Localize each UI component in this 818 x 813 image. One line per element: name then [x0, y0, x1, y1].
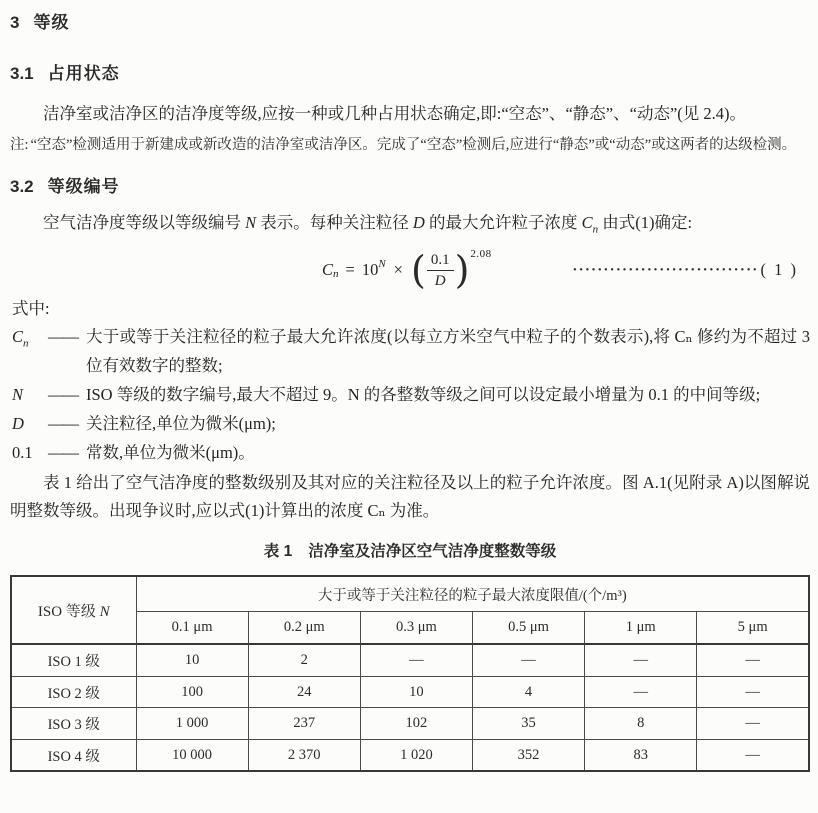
row-label: ISO 2 级: [11, 676, 136, 708]
table-1-caption: [10, 539, 810, 561]
occupancy-paragraph: 洁净室或洁净区的洁净度等级,应按一种或几种占用状态确定,即:“空态”、“静态”、“动态”(见 2.4)。: [43, 104, 747, 123]
definition-text: ISO 等级的数字编号,最大不超过 9。N 的各整数等级之间可以设定最小增量为 0.1 的中间等级;: [86, 385, 761, 405]
fraction: $\frac{0.1}{D}$: [427, 251, 454, 290]
table-intro-paragraph: 表 1 给出了空气洁净度的整数级别及其对应的关注粒径及以上的粒子允许浓度。图 A.1(见附录 A)以图解说明整数等级。出现争议时,应以式(1)计算出的浓度 Cₙ 为准。: [10, 473, 810, 521]
cell-value: 35: [472, 708, 584, 740]
cell-value: 24: [248, 676, 360, 708]
definition-symbol: D: [12, 414, 24, 434]
cell-value: —: [697, 739, 809, 771]
row-label: ISO 1 级: [11, 644, 136, 676]
cell-value: —: [472, 644, 584, 676]
header-concentration-limits: 大于或等于关注粒径的粒子最大浓度限值/(个/m³): [136, 576, 809, 612]
cell-value: 1 000: [136, 708, 248, 740]
cell-value: 237: [248, 708, 360, 740]
section-3-heading: [10, 8, 810, 33]
equation-1-expression: C n = 10 N × ( $\frac{0.1}{D}$ ) 2.08: [322, 248, 492, 293]
table-row-iso-4: [11, 739, 809, 771]
symbol-N: N: [245, 213, 257, 232]
cell-value: 2: [248, 644, 360, 676]
equation-1: [10, 247, 810, 293]
definition-dash: ——: [48, 385, 77, 405]
symbol-D: D: [412, 213, 425, 232]
section-3-2-heading: [10, 172, 810, 197]
cell-value: —: [697, 676, 809, 708]
section-3-1-title: 占用状态: [47, 64, 120, 83]
section-3-2-number: 3.2: [10, 177, 34, 196]
definition-symbol: $C_n$: [12, 327, 29, 350]
table-row-iso-3: [11, 708, 809, 740]
note-text: “空态”检测适用于新建成或新改造的洁净室或洁净区。完成了“空态”检测后,应进行“静态”或“动态”或这两者的达级检测。: [30, 137, 797, 153]
header-size-0-3um: 0.3 μm: [360, 612, 472, 645]
definition-dash: ——: [48, 327, 77, 347]
section-3-title: 等级: [33, 13, 70, 32]
definition-dash: ——: [48, 443, 77, 463]
cell-value: 102: [360, 708, 472, 740]
where-label: 式中:: [12, 299, 50, 319]
row-label: ISO 4 级: [11, 739, 136, 771]
cell-value: 8: [585, 708, 697, 740]
equals-sign: =: [345, 260, 355, 280]
cell-value: 10: [360, 676, 472, 708]
cell-value: —: [697, 708, 809, 740]
cell-value: 10 000: [136, 739, 248, 771]
cell-value: 352: [472, 739, 584, 771]
cell-value: 2 370: [248, 739, 360, 771]
definition-D: [10, 409, 810, 438]
iso-cleanliness-class-table: [10, 575, 810, 772]
section-3-1-number: 3.1: [10, 64, 34, 83]
paragraph-text: 由式(1)确定:: [598, 213, 693, 232]
row-label: ISO 3 级: [11, 708, 136, 740]
cell-value: —: [697, 644, 809, 676]
section-3-1-heading: [10, 59, 810, 84]
dotted-leader: ······························: [572, 261, 759, 278]
paragraph-text: 的最大允许粒子浓度: [424, 213, 582, 232]
definition-0-1: [10, 438, 810, 467]
header-iso-class: ISO 等级 N: [11, 576, 136, 644]
definition-symbol: N: [12, 385, 24, 405]
note-block: [10, 131, 810, 160]
definition-symbol: 0.1: [12, 443, 33, 463]
paragraph-text: 表示。每种关注粒径: [256, 213, 413, 232]
symbol-Cn: $C_n$: [581, 213, 599, 236]
definition-dash: ——: [48, 414, 77, 434]
cell-value: 100: [136, 676, 248, 708]
cell-value: 10: [136, 644, 248, 676]
equation-number: ( 1 ): [760, 260, 798, 280]
cell-value: —: [585, 676, 697, 708]
paragraph-text: 空气洁净度等级以等级编号: [43, 213, 246, 232]
table-row-iso-1: [11, 644, 809, 676]
header-size-0-5um: 0.5 μm: [472, 612, 584, 645]
formula-lhs: C: [322, 260, 334, 280]
cell-value: —: [360, 644, 472, 676]
left-paren: (: [410, 248, 426, 293]
multiply-sign: ×: [393, 260, 403, 280]
table-caption-title: 洁净室及洁净区空气洁净度整数等级: [308, 543, 557, 561]
header-size-5um: 5 μm: [697, 612, 809, 645]
formula-exponent: 2.08: [470, 248, 492, 261]
definition-N: [10, 380, 810, 409]
formula-base: 10: [361, 260, 379, 280]
section-3-2-title: 等级编号: [47, 177, 120, 196]
header-size-1um: 1 μm: [585, 612, 697, 645]
table-row-iso-2: [11, 676, 809, 708]
definition-text: 大于或等于关注粒径的粒子最大允许浓度(以每立方米空气中粒子的个数表示),将 Cₙ 修约为不超过 3 位有效数字的整数;: [86, 327, 810, 376]
header-size-0-2um: 0.2 μm: [248, 612, 360, 645]
cell-value: —: [585, 644, 697, 676]
cell-value: 4: [472, 676, 584, 708]
table-caption-label: 表 1: [263, 543, 293, 561]
definition-text: 关注粒径,单位为微米(μm);: [86, 414, 276, 434]
section-3-number: 3: [10, 13, 20, 32]
header-size-0-1um: 0.1 μm: [136, 612, 248, 645]
definition-Cn: [10, 322, 810, 380]
class-number-paragraph: [10, 209, 810, 243]
definition-text: 常数,单位为微米(μm)。: [86, 443, 255, 463]
cell-value: 1 020: [360, 739, 472, 771]
cell-value: 83: [585, 739, 697, 771]
right-paren: ): [454, 248, 470, 293]
note-label: 注:: [10, 137, 29, 153]
